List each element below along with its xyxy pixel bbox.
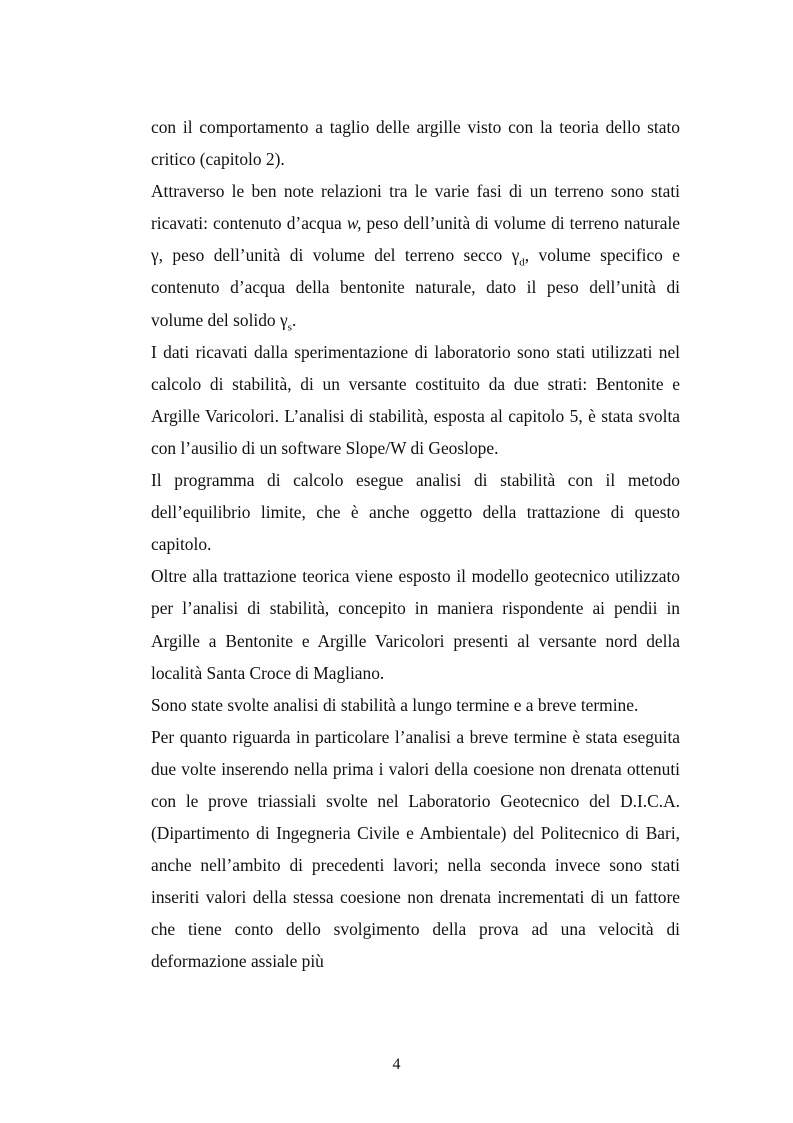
- paragraph-2-part-d: .: [291, 309, 297, 330]
- paragraph-2: [151, 175, 680, 335]
- paragraph-7: Per quanto riguarda in particolare l’analisi a breve termine è stata eseguita due volte inserendo nella prima i valori della coesione non drenata ottenuti con le prove triassiali svolte nel Laboratorio Geotecnico del D.I.C.A. (Dipartimento di Ingegneria Civile e Ambientale) del Politecnico di Bari, anche nell’ambito di precedenti lavori; nella seconda invece sono stati inseriti valori della stessa coesione non drenata incrementati di un fattore che tiene conto dello svolgimento della prova ad una velocità di deformazione assiale più: [151, 726, 680, 972]
- paragraph-3: I dati ricavati dalla sperimentazione di laboratorio sono stati utilizzati nel calcolo di stabilità, di un versante costituito da due strati: Bentonite e Argille Varicolori. L’analisi di stabilità, esposta al capitolo 5, è stata svolta con l’ausilio di un software Slope/W di Geoslope.: [151, 341, 680, 458]
- paragraph-2-part-c: , volume specifico e contenuto d’acqua della bentonite naturale, dato il peso dell’unità di volume del solido γ: [151, 245, 680, 330]
- subscript-s: s: [287, 321, 292, 334]
- paragraph-2-part-a: Attraverso le ben note relazioni tra le varie fasi di un terreno sono stati ricavati: contenuto d’acqua: [151, 181, 680, 234]
- body-text: [151, 111, 680, 978]
- paragraph-2-part-b: peso dell’unità di volume di terreno naturale γ, peso dell’unità di volume del terreno secco γ: [151, 213, 681, 266]
- subscript-d: d: [519, 256, 525, 269]
- page-number: 4: [392, 1056, 401, 1073]
- paragraph-6: Sono state svolte analisi di stabilità a lungo termine e a breve termine.: [151, 694, 639, 715]
- paragraph-4: Il programma di calcolo esegue analisi di stabilità con il metodo dell’equilibrio limite, che è anche oggetto della trattazione di questo capitolo.: [151, 470, 680, 555]
- paragraph-1: con il comportamento a taglio delle argille visto con la teoria dello stato critico (capitolo 2).: [151, 117, 680, 170]
- paragraph-5: Oltre alla trattazione teorica viene esposto il modello geotecnico utilizzato per l’analisi di stabilità, concepito in maniera rispondente ai pendii in Argille a Bentonite e Argille Varicolori presenti al versante nord della località Santa Croce di Magliano.: [151, 566, 680, 683]
- water-content-symbol: w,: [346, 213, 362, 234]
